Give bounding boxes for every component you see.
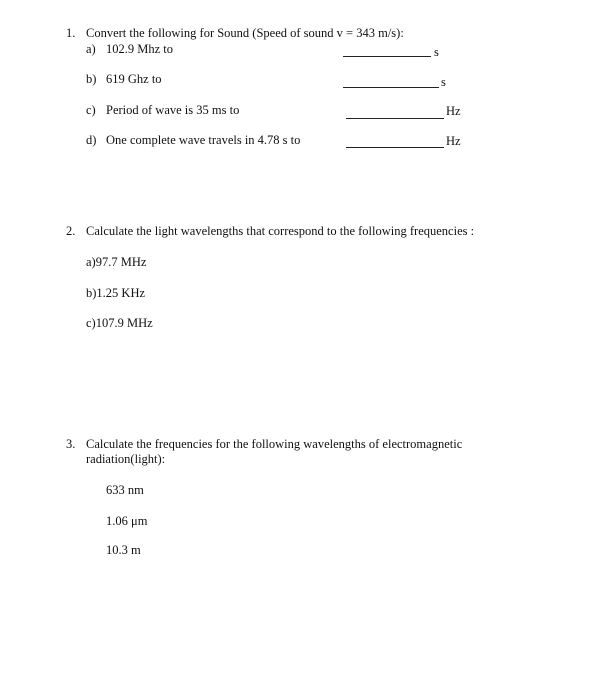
q2-prompt: Calculate the light wavelengths that correspond to the following frequencies : xyxy=(86,224,475,238)
q1b-unit: s xyxy=(441,75,446,89)
q1d-text: One complete wave travels in 4.78 s to xyxy=(106,133,301,147)
q1d-unit: Hz xyxy=(446,134,461,148)
q1d-label: d) xyxy=(86,133,97,147)
q1b-answer-blank[interactable] xyxy=(343,87,439,88)
q3-item-2: 1.06 μm xyxy=(106,514,148,528)
q1a-label: a) xyxy=(86,42,96,56)
q1-prompt: Convert the following for Sound (Speed of sound v = 343 m/s): xyxy=(86,26,404,40)
q3-item-1: 633 nm xyxy=(106,483,144,497)
q1b-label: b) xyxy=(86,72,97,86)
q2a-item: a)97.7 MHz xyxy=(86,255,147,269)
q3-number: 3. xyxy=(66,437,76,451)
q3-item-3: 10.3 m xyxy=(106,543,141,557)
q2c-item: c)107.9 MHz xyxy=(86,316,153,330)
q1c-label: c) xyxy=(86,103,96,117)
q1c-text: Period of wave is 35 ms to xyxy=(106,103,240,117)
q1d-answer-blank[interactable] xyxy=(346,147,444,148)
q1b-text: 619 Ghz to xyxy=(106,72,162,86)
q1c-unit: Hz xyxy=(446,104,461,118)
q3-prompt-line2: radiation(light): xyxy=(86,452,166,466)
q2-number: 2. xyxy=(66,224,76,238)
q2b-item: b)1.25 KHz xyxy=(86,286,146,300)
q1c-answer-blank[interactable] xyxy=(346,118,444,119)
q1a-text: 102.9 Mhz to xyxy=(106,42,174,56)
q1a-unit: s xyxy=(434,45,439,59)
q3-prompt-line1: Calculate the frequencies for the following wavelengths of electromagnetic xyxy=(86,437,463,451)
q1-number: 1. xyxy=(66,26,76,40)
q1a-answer-blank[interactable] xyxy=(343,56,431,57)
